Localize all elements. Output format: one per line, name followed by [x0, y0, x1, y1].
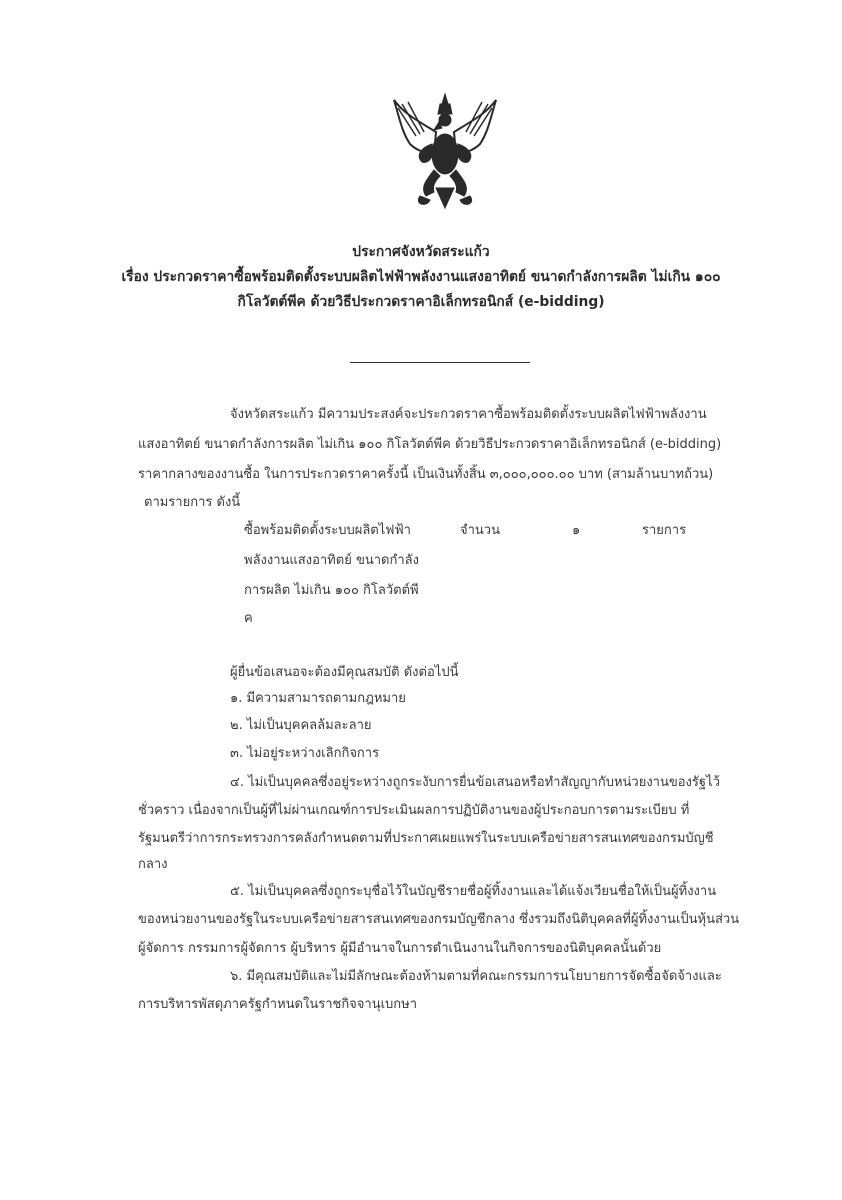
item-description-line: การผลิต ไม่เกิน ๑๐๐ กิโลวัตต์พี: [244, 583, 419, 598]
title-line: กิโลวัตต์พีค ด้วยวิธีประกวดราคาอิเล็กทรอนิกส์ (e-bidding): [237, 294, 605, 310]
qualification-line: การบริหารพัสดุภาครัฐกำหนดในราชกิจจานุเบกษา: [138, 997, 418, 1012]
intro-line: แสงอาทิตย์ ขนาดกำลังการผลิต ไม่เกิน ๑๐๐ กิโลวัตต์พีค ด้วยวิธีประกวดราคาอิเล็กทรอนิกส์ (e-bidding): [138, 437, 722, 452]
qualification-line: รัฐมนตรีว่าการกระทรวงการคลังกำหนดตามที่ประกาศเผยแพร่ในระบบเครือข่ายสารสนเทศของกรมบัญชี: [138, 831, 714, 846]
qualifications-heading: ผู้ยื่นข้อเสนอจะต้องมีคุณสมบัติ ดังต่อไปนี้: [230, 665, 459, 680]
intro-line: จังหวัดสระแก้ว มีความประสงค์จะประกวดราคาซื้อพร้อมติดตั้งระบบผลิตไฟฟ้าพลังงาน: [230, 407, 707, 422]
qualification-line: ๑. มีความสามารถตามกฎหมาย: [230, 691, 406, 706]
qualification-line: ๕. ไม่เป็นบุคคลซึ่งถูกระบุชื่อไว้ในบัญชีรายชื่อผู้ทิ้งงานและได้แจ้งเวียนชื่อให้เป็นผู้ทิ้งงาน: [230, 884, 717, 899]
announcement-title: [0, 240, 842, 315]
qualification-line: ๓. ไม่อยู่ระหว่างเลิกกิจการ: [230, 746, 380, 761]
title-divider: [350, 362, 530, 363]
title-line: เรื่อง ประกวดราคาซื้อพร้อมติดตั้งระบบผลิตไฟฟ้าพลังงานแสงอาทิตย์ ขนาดกำลังการผลิต ไม่เกิน ๑๐๐: [121, 269, 721, 285]
qualification-line: กลาง: [138, 857, 168, 872]
item-description-line: พลังงานแสงอาทิตย์ ขนาดกำลัง: [244, 553, 419, 568]
item-quantity: ๑: [572, 523, 581, 538]
qualification-line: ๒. ไม่เป็นบุคคลล้มละลาย: [230, 718, 372, 733]
item-description-line: ค: [244, 611, 253, 626]
title-line: ประกาศจังหวัดสระแก้ว: [352, 244, 490, 260]
garuda-emblem-icon: [390, 92, 500, 210]
qualification-line: ผู้จัดการ กรรมการผู้จัดการ ผู้บริหาร ผู้มีอำนาจในการดำเนินงานในกิจการของนิติบุคคลนั้นด้วย: [138, 941, 662, 956]
qualification-line: ของหน่วยงานของรัฐในระบบเครือข่ายสารสนเทศของกรมบัญชีกลาง ซึ่งรวมถึงนิติบุคคลที่ผู้ทิ้งงานเป็นหุ้นส่วน: [138, 912, 740, 927]
item-quantity-label: จำนวน: [460, 523, 500, 538]
intro-line: ราคากลางของงานซื้อ ในการประกวดราคาครั้งนี้ เป็นเงินทั้งสิ้น ๓,๐๐๐,๐๐๐.๐๐ บาท (สามล้านบาทถ้วน): [138, 467, 714, 482]
qualification-line: ๔. ไม่เป็นบุคคลซึ่งอยู่ระหว่างถูกระงับการยื่นข้อเสนอหรือทำสัญญากับหน่วยงานของรัฐไว้: [230, 775, 720, 790]
item-unit: รายการ: [642, 523, 687, 538]
intro-line: ตามรายการ ดังนี้: [144, 495, 241, 510]
item-description-line: ซื้อพร้อมติดตั้งระบบผลิตไฟฟ้า: [244, 523, 411, 538]
qualification-line: ชั่วคราว เนื่องจากเป็นผู้ที่ไม่ผ่านเกณฑ์การประเมินผลการปฏิบัติงานของผู้ประกอบการตามระเบียบ ที่: [138, 803, 690, 818]
qualification-line: ๖. มีคุณสมบัติและไม่มีลักษณะต้องห้ามตามที่คณะกรรมการนโยบายการจัดซื้อจัดจ้างและ: [230, 969, 722, 984]
